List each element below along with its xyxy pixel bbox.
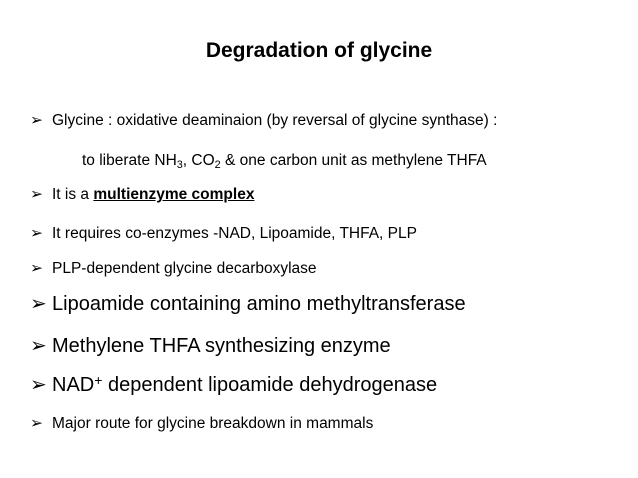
bullet-text: It requires co-enzymes -NAD, Lipoamide, THFA, PLP xyxy=(52,225,417,242)
arrow-bullet-icon: ➢ xyxy=(30,224,43,242)
arrow-bullet-icon: ➢ xyxy=(30,414,43,432)
subscript: 3 xyxy=(176,159,183,171)
arrow-bullet-icon: ➢ xyxy=(30,111,43,129)
slide-title: Degradation of glycine xyxy=(205,39,433,62)
bullet-text: It is a xyxy=(52,186,94,203)
bullet-item xyxy=(30,257,630,280)
arrow-bullet-icon: ➢ xyxy=(30,259,43,277)
text-fragment: to liberate NH xyxy=(82,152,177,169)
text-fragment: & one carbon unit as methylene THFA xyxy=(220,152,487,169)
bullet-item xyxy=(30,222,630,245)
bullet-text: Lipoamide containing amino methyltransferase xyxy=(52,293,466,315)
bullet-item xyxy=(30,332,630,359)
bullet-item xyxy=(30,183,630,206)
bullet-text: Methylene THFA synthesizing enzyme xyxy=(52,335,391,357)
text-fragment: , CO xyxy=(182,152,215,169)
bullet-text: NAD xyxy=(52,374,95,396)
arrow-bullet-icon: ➢ xyxy=(30,372,47,396)
bullet-text: PLP-dependent glycine decarboxylase xyxy=(52,260,317,277)
bullet-item xyxy=(30,371,630,398)
bullet-text: dependent lipoamide dehydrogenase xyxy=(102,374,438,396)
arrow-bullet-icon: ➢ xyxy=(30,185,43,203)
subscript: 2 xyxy=(214,159,221,171)
superscript: + xyxy=(94,372,103,388)
bullet-item xyxy=(30,412,630,435)
bullet-text: Glycine : oxidative deaminaion (by reversal of glycine synthase) : xyxy=(52,112,498,129)
bullet-emphasis: multienzyme complex xyxy=(93,186,255,203)
arrow-bullet-icon: ➢ xyxy=(30,291,47,315)
bullet-item xyxy=(30,290,630,317)
bullet-text: Major route for glycine breakdown in mammals xyxy=(52,415,374,432)
bullet-item xyxy=(30,109,630,132)
arrow-bullet-icon: ➢ xyxy=(30,333,47,357)
bullet-continuation xyxy=(82,150,487,172)
